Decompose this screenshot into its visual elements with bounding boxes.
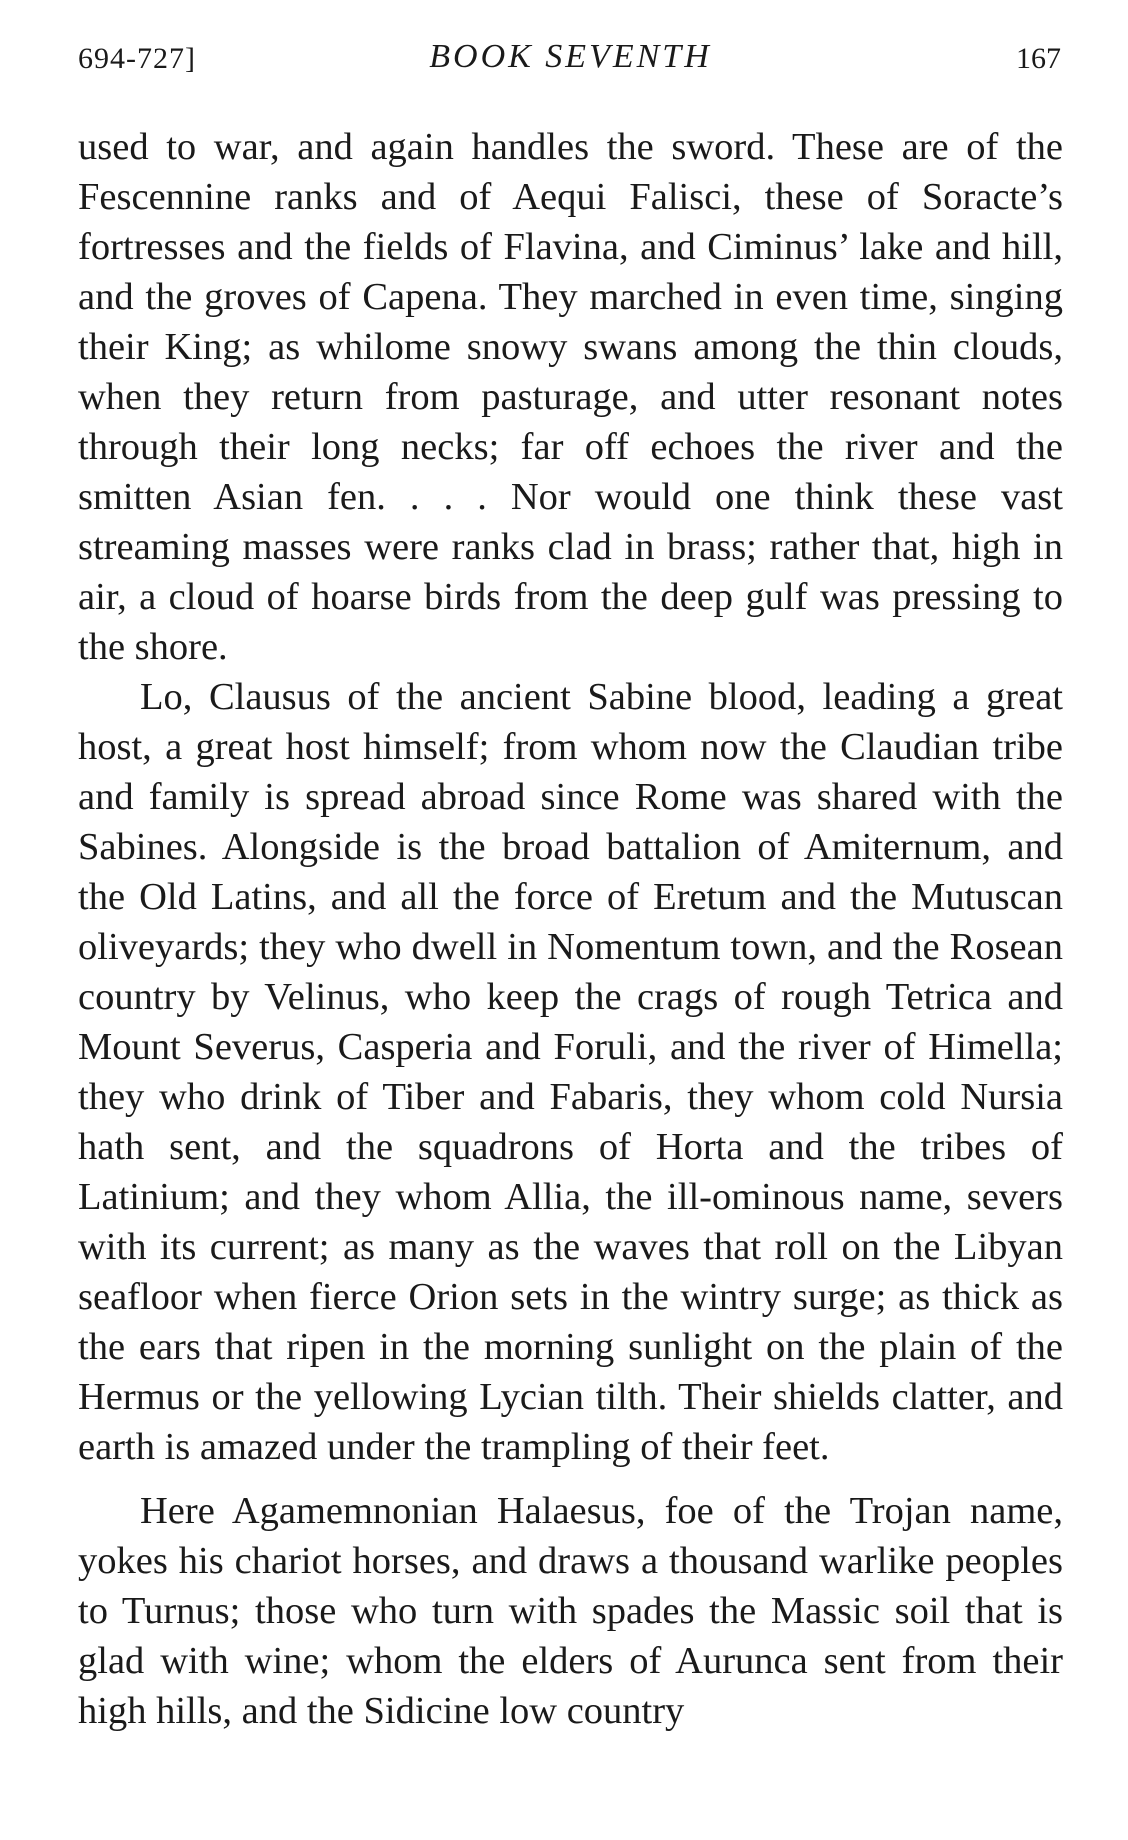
- book-page: [78, 30, 1063, 1736]
- body-text: [78, 122, 1063, 1736]
- paragraph-continued: used to war, and again handles the sword. These are of the Fescennine ranks and of Aequi Falisci, these of Soracte’s fortresses and the fields of Flavina, and Ciminus’ lake and hill, and the groves of Capena. They marched in even time, singing their King; as whilome snowy swans among the thin clouds, when they return from pasturage, and utter resonant notes through their long necks; far off echoes the river and the smitten Asian fen. . . . Nor would one think these vast streaming masses were ranks clad in brass; rather that, high in air, a cloud of hoarse birds from the deep gulf was pressing to the shore.: [78, 126, 1063, 668]
- page-number: 167: [1016, 42, 1061, 75]
- running-header: [78, 30, 1063, 80]
- paragraph-clausus: Lo, Clausus of the ancient Sabine blood, leading a great host, a great host himself; from whom now the Claudian tribe and family is spread abroad since Rome was shared with the Sabines. Alongside is the broad battalion of Amiternum, and the Old Latins, and all the force of Eretum and the Mutuscan oliveyards; they who dwell in Nomentum town, and the Rosean country by Velinus, who keep the crags of rough Tetrica and Mount Severus, Casperia and Foruli, and the river of Himella; they who drink of Tiber and Fabaris, they whom cold Nursia hath sent, and the squadrons of Horta and the tribes of Latinium; and they whom Allia, the ill-ominous name, severs with its current; as many as the waves that roll on the Libyan seafloor when fierce Orion sets in the wintry surge; as thick as the ears that ripen in the morning sunlight on the plain of the Hermus or the yellowing Lycian tilth. Their shields clatter, and earth is amazed under the trampling of their feet.: [78, 676, 1063, 1468]
- line-range: 694-727]: [78, 42, 196, 75]
- paragraph-halaesus: Here Agamemnonian Halaesus, foe of the Trojan name, yokes his chariot horses, and draws a thousand warlike peoples to Turnus; those who turn with spades the Massic soil that is glad with wine; whom the elders of Aurunca sent from their high hills, and the Sidicine low country: [78, 1490, 1063, 1732]
- book-title: BOOK SEVENTH: [429, 38, 712, 75]
